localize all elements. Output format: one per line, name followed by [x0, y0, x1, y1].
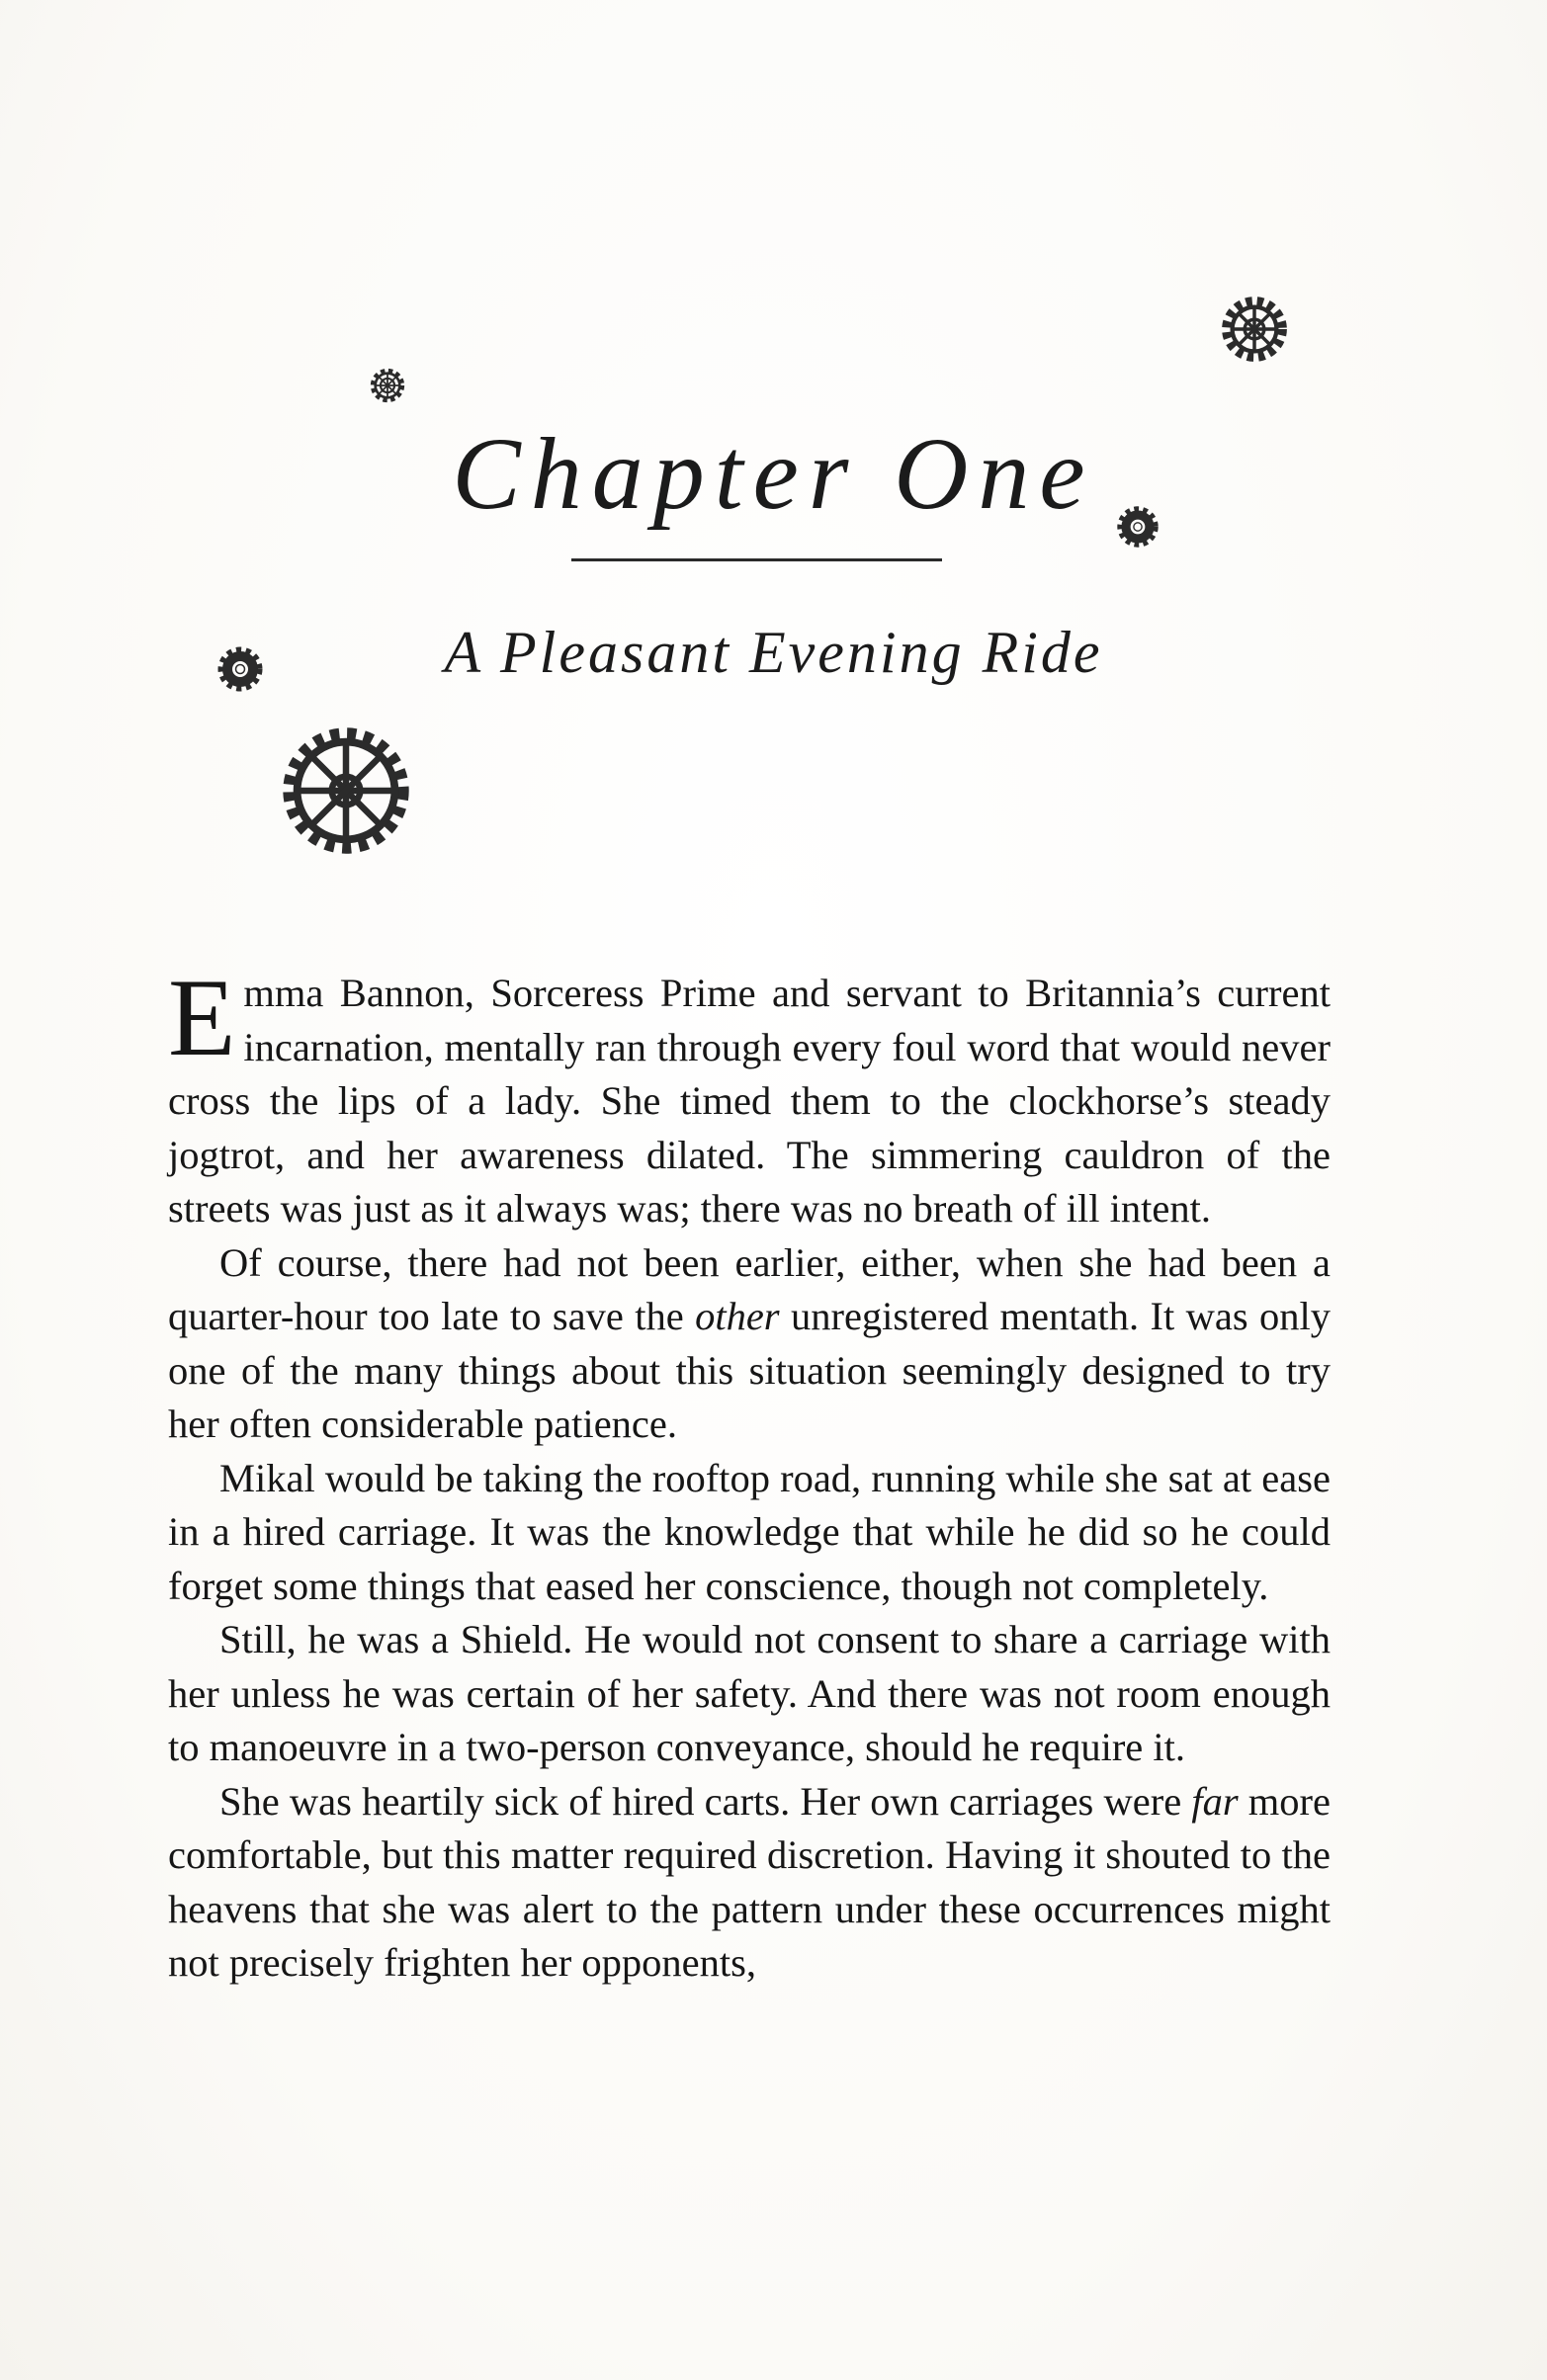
gear-icon	[1220, 295, 1289, 364]
paragraph-text: unregistered mentath. It was only one of the many things about this situation seemingly designed to try her often considerable patience.	[168, 1294, 1331, 1446]
drop-cap: E	[168, 957, 236, 1079]
paragraph-text: more comfortable, but this matter required discretion. Having it shouted to the heavens that she was alert to the pattern under these occurrences might not precisely frighten her opponents,	[168, 1778, 1331, 1985]
paragraph	[168, 1775, 1331, 1991]
paragraph	[168, 957, 1331, 1236]
paragraph-text: Still, he was a Shield. He would not consent to share a carriage with her unless he was certain of her safety. And there was not room enough to manoeuvre in a two-person conveyance, should he require it.	[168, 1617, 1331, 1769]
gear-icon	[282, 726, 410, 855]
chapter-subtitle: A Pleasant Evening Ride	[444, 620, 1103, 685]
paragraph-text: Mikal would be taking the rooftop road, running while she sat at ease in a hired carriage. It was the knowledge that while he did so he could forget some things that eased her conscience, though not completely.	[168, 1455, 1331, 1608]
paragraph-text: mma Bannon, Sorceress Prime and servant to Britannia’s current incarnation, mentally ran through every foul word that would never cross the lips of a lady. She timed them to the clockhorse’s steady jogtrot, and her awareness dilated. The simmering cauldron of the streets was just as it always was; there was no breath of ill intent.	[168, 971, 1331, 1231]
gear-icon	[366, 364, 409, 407]
paragraph	[168, 1452, 1331, 1614]
paragraph	[168, 1613, 1331, 1775]
title-divider	[571, 558, 942, 561]
paragraph	[168, 1236, 1331, 1452]
emphasis-text: far	[1191, 1778, 1239, 1824]
chapter-title: Chapter One	[452, 417, 1095, 531]
emphasis-text: other	[695, 1294, 780, 1338]
paragraph-text: Of course, there had not been earlier, either, when she had been a quarter-hour too late to save the	[168, 1239, 1331, 1338]
paragraph-text: She was heartily sick of hired carts. Her own carriages were	[219, 1778, 1192, 1824]
body-text	[168, 957, 1331, 1991]
